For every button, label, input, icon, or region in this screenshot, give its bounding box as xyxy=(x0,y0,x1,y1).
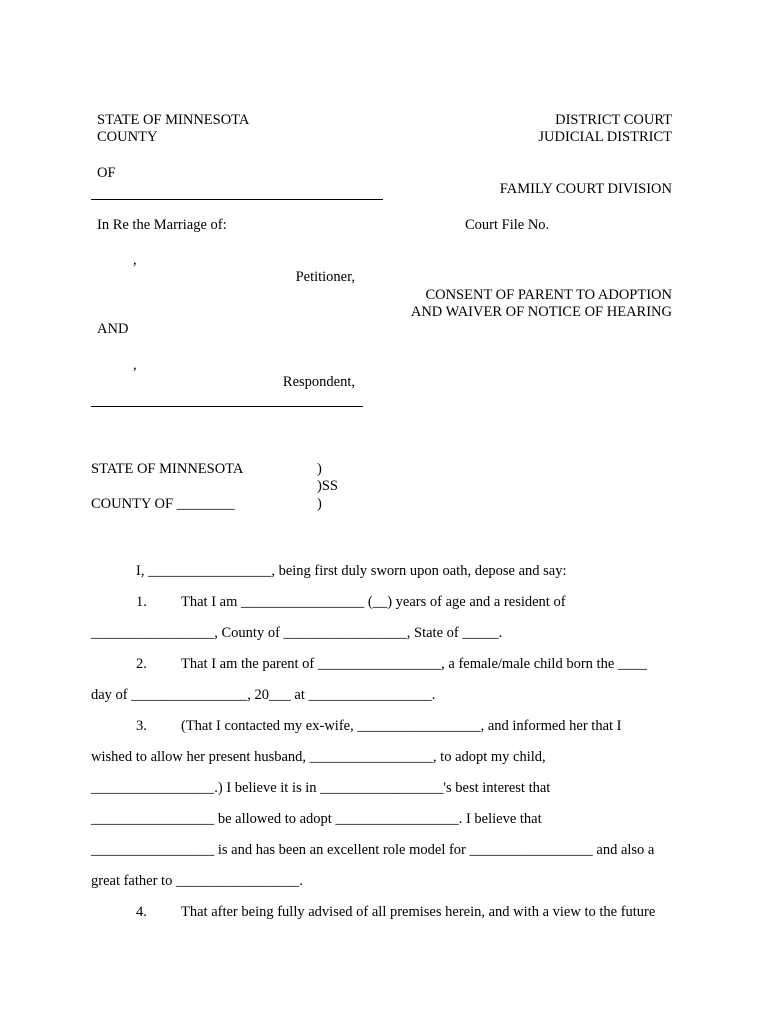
header-county: COUNTY xyxy=(97,129,158,145)
document-title-line1: CONSENT OF PARENT TO ADOPTION xyxy=(425,287,672,303)
paragraph-3-line: great father to _________________. xyxy=(91,873,303,889)
caption-divider-line xyxy=(91,406,363,407)
header-district: JUDICIAL DISTRICT xyxy=(538,129,672,145)
paragraph-1-number: 1. xyxy=(136,594,147,610)
paragraph-4-number: 4. xyxy=(136,904,147,920)
caption-petitioner: Petitioner, xyxy=(295,269,355,285)
paragraph-2-line: day of ________________, 20___ at _________________. xyxy=(91,687,436,703)
header-of: OF xyxy=(97,165,116,181)
caption-respondent: Respondent, xyxy=(282,374,355,390)
caption-file-no: Court File No. xyxy=(465,217,550,233)
document-title-line2: AND WAIVER OF NOTICE OF HEARING xyxy=(410,304,672,320)
venue-county: COUNTY OF ________ xyxy=(91,496,235,512)
paragraph-3-line: _________________ be allowed to adopt _________________. I believe that xyxy=(91,811,542,827)
venue-state: STATE OF MINNESOTA xyxy=(91,461,244,477)
venue-paren-top: ) xyxy=(317,461,322,477)
paragraph-2-line: That I am the parent of _________________, a female/male child born the ____ xyxy=(181,656,647,672)
paragraph-1-line: _________________, County of _________________, State of _____. xyxy=(91,625,503,641)
header-division: FAMILY COURT DIVISION xyxy=(499,181,672,197)
caption-in-re: In Re the Marriage of: xyxy=(97,217,227,233)
affidavit-intro: I, _________________, being first duly sworn upon oath, depose and say: xyxy=(136,563,567,579)
paragraph-3-line: _________________ is and has been an excellent role model for _________________ and also a xyxy=(91,842,655,858)
paragraph-4-line: That after being fully advised of all premises herein, and with a view to the future xyxy=(181,904,656,920)
header-court: DISTRICT COURT xyxy=(555,112,672,128)
caption-comma-respondent: , xyxy=(133,357,137,373)
paragraph-2-number: 2. xyxy=(136,656,147,672)
paragraph-3-line: wished to allow her present husband, _________________, to adopt my child, xyxy=(91,749,546,765)
venue-ss: )SS xyxy=(317,478,338,494)
venue-paren-bottom: ) xyxy=(317,496,322,512)
header-divider-line xyxy=(91,199,383,200)
paragraph-3-line: _________________.) I believe it is in _________________'s best interest that xyxy=(91,780,551,796)
paragraph-3-number: 3. xyxy=(136,718,147,734)
caption-and: AND xyxy=(97,321,129,337)
caption-comma-petitioner: , xyxy=(133,252,137,268)
header-state: STATE OF MINNESOTA xyxy=(97,112,250,128)
paragraph-1-line: That I am _________________ (__) years of age and a resident of xyxy=(181,594,566,610)
paragraph-3-line: (That I contacted my ex-wife, _________________, and informed her that I xyxy=(181,718,622,734)
